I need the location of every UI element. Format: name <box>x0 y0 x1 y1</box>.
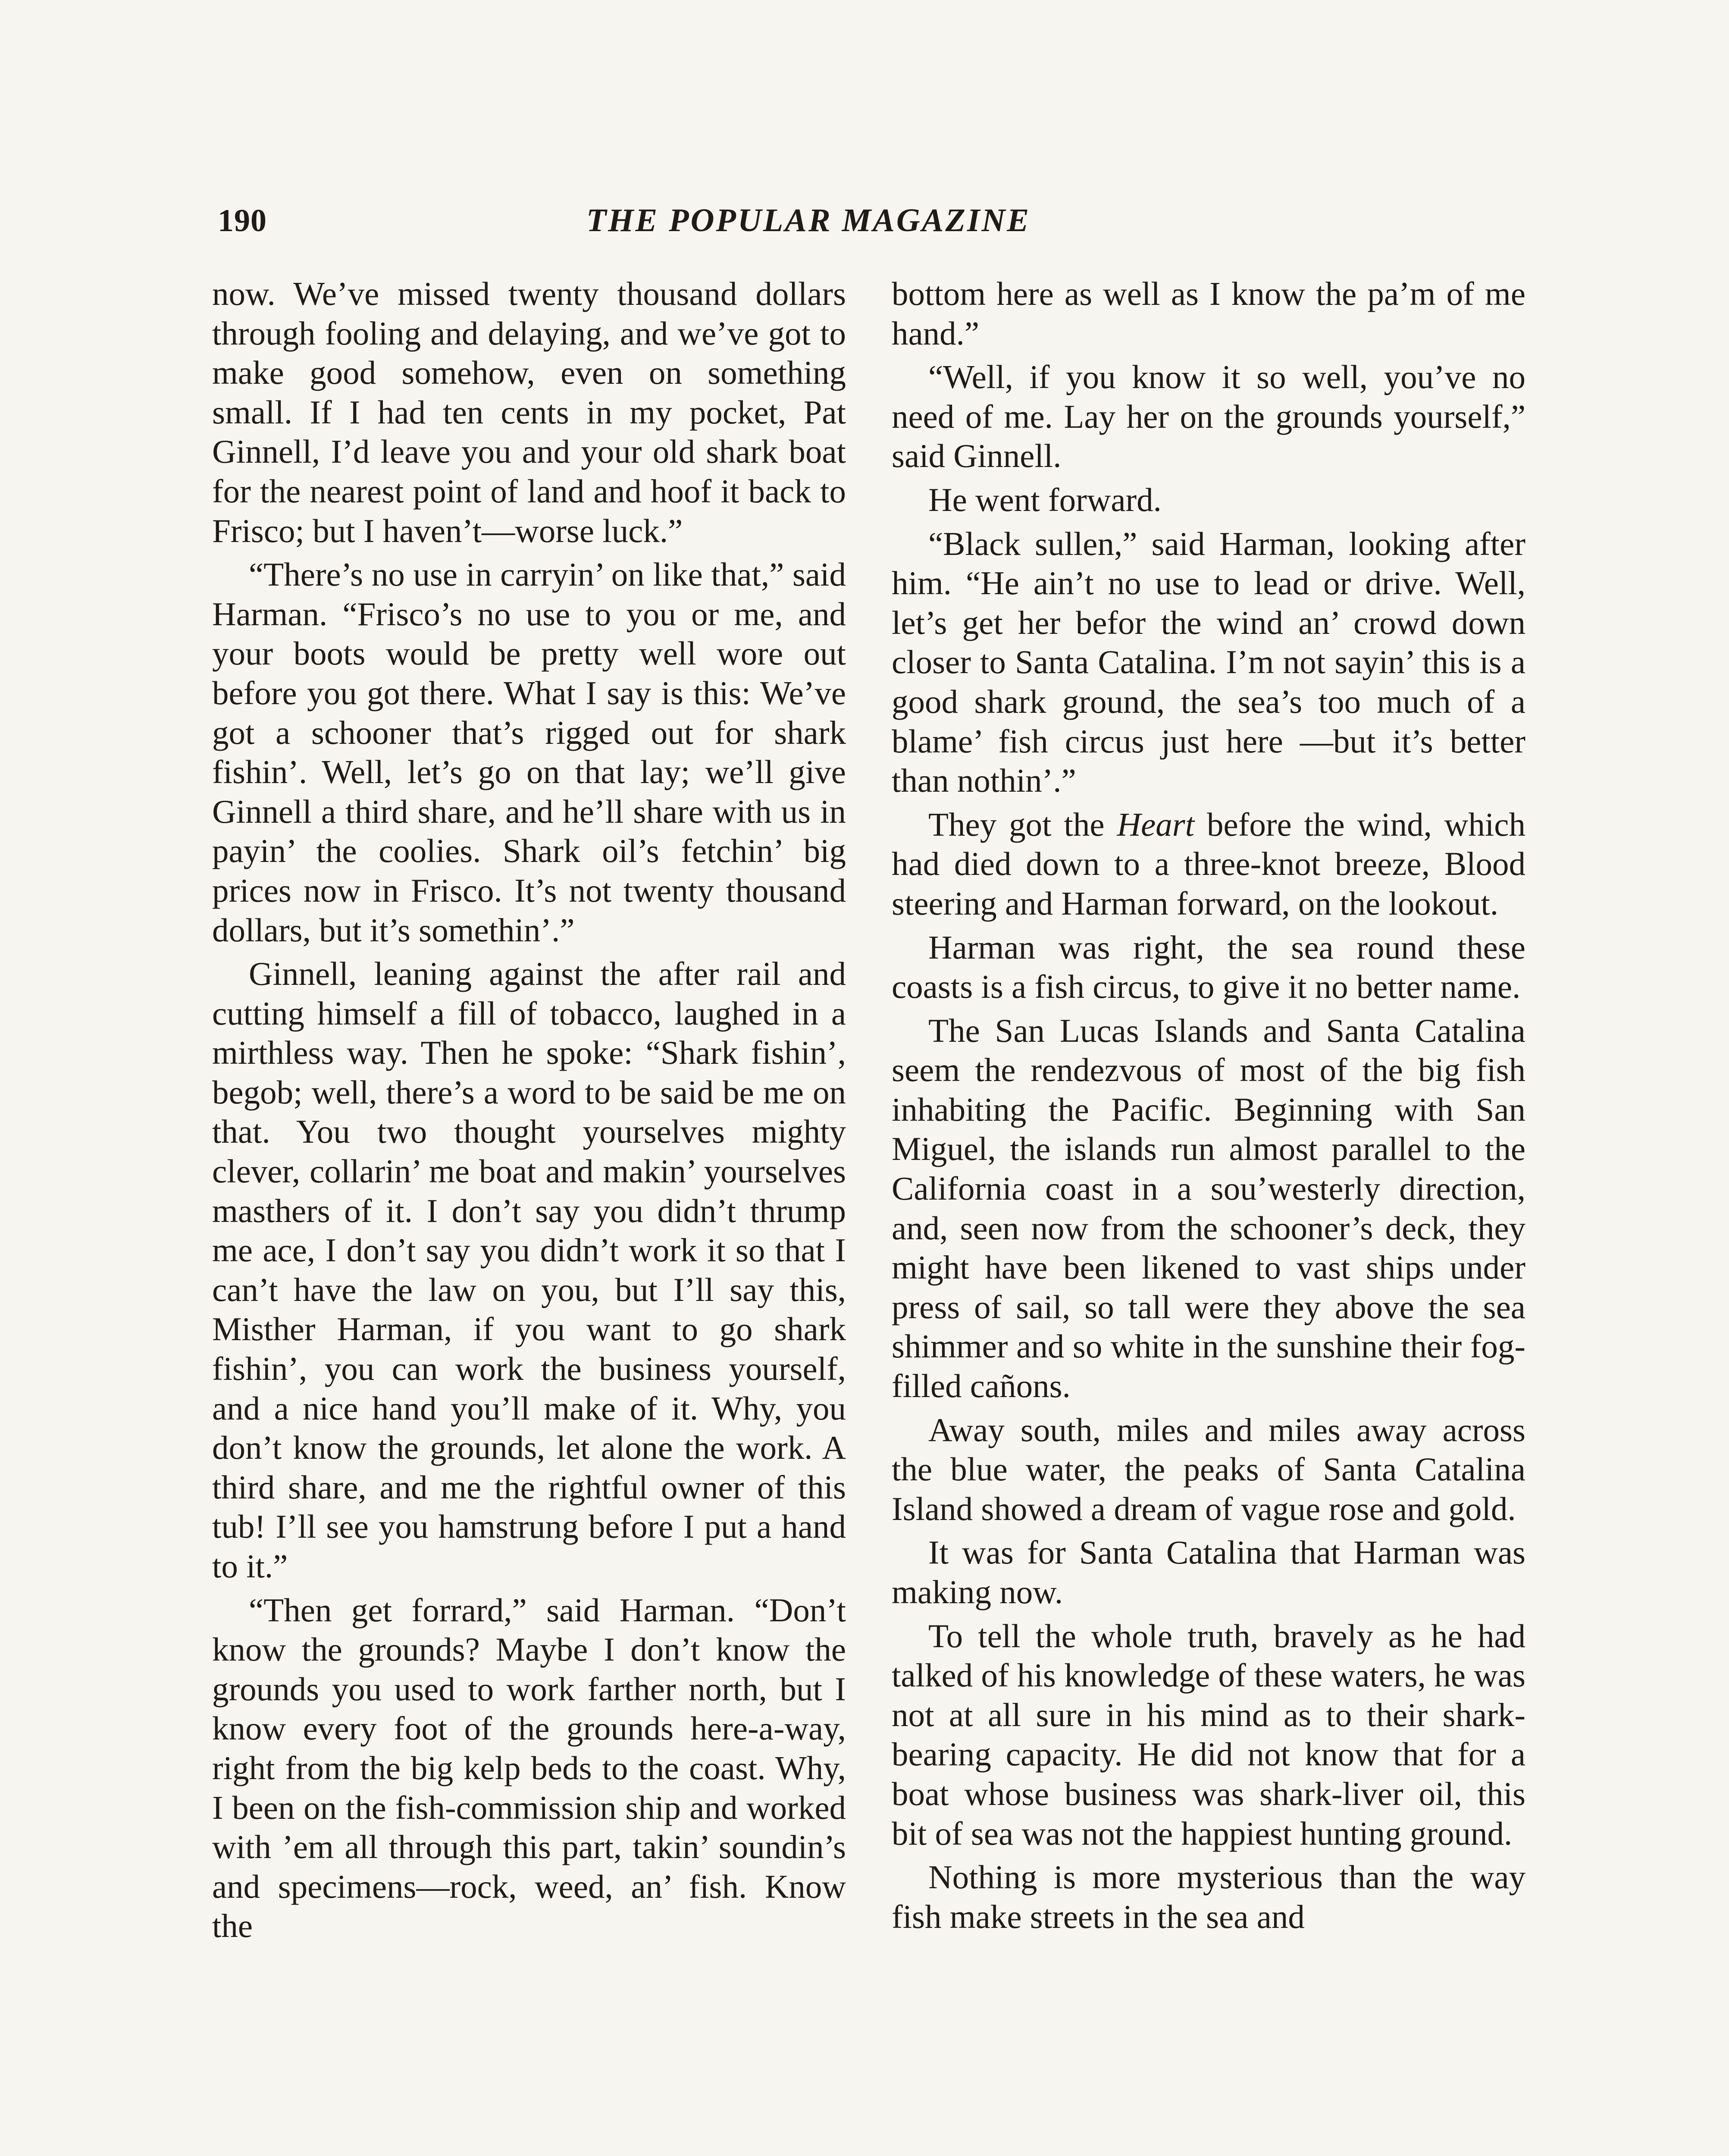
page-number: 190 <box>218 203 267 238</box>
paragraph: The San Lucas Islands and Santa Catalina seem the rendezvous of most of the big fish inhabiting the Pacific. Beginning with San Miguel, the islands run almost parallel to the California coast in a sou’westerly direction, and, seen now from the schooner’s deck, they might have been likened to vast ships under press of sail, so tall were they above the sea shimmer and so white in the sunshine their fog-filled cañons. <box>892 1012 1525 1405</box>
paragraph: Away south, miles and miles away across the blue water, the peaks of Santa Catalina Island showed a dream of vague rose and gold. <box>892 1411 1525 1527</box>
paragraph: To tell the whole truth, bravely as he had talked of his knowledge of these waters, he was not at all sure in his mind as to their shark-bearing capacity. He did not know that for a boat whose business was shark-liver oil, this bit of sea was not the happiest hunting ground. <box>892 1617 1525 1852</box>
running-head: THE POPULAR MAGAZINE <box>586 202 1031 238</box>
paragraph: now. We’ve missed twenty thousand dollars through fooling and delaying, and we’ve got to make good somehow, even on something small. If I had ten cents in my pocket, Pat Ginnell, I’d leave you and your old shark boat for the nearest point of land and hoof it back to Frisco; but I haven’t—worse luck.” <box>212 275 846 549</box>
paragraph: “Black sullen,” said Harman, looking after him. “He ain’t no use to lead or drive. Well, let’s get her befor the wind an’ crowd down closer to Santa Catalina. I’m not sayin’ this is a good shark ground, the sea’s too much of a blame’ fish circus just here —but it’s better than nothin’.” <box>892 525 1525 799</box>
paragraph: It was for Santa Catalina that Harman was making now. <box>892 1534 1525 1611</box>
paragraph: bottom here as well as I know the pa’m of me hand.” <box>892 275 1525 352</box>
paragraph: Ginnell, leaning against the after rail and cutting himself a fill of tobacco, laughed in a mirthless way. Then he spoke: “Shark fishin’, begob; well, there’s a word to be said be me on that. You two thought yourselves mighty clever, collarin’ me boat and makin’ yourselves masthers of it. I don’t say you didn’t thrump me ace, I don’t say you didn’t work it so that I can’t have the law on you, but I’ll say this, Misther Harman, if you want to go shark fishin’, you can work the business yourself, and a nice hand you’ll make of it. Why, you don’t know the grounds, let alone the work. A third share, and me the rightful owner of this tub! I’ll see you hamstrung before I put a hand to it.” <box>212 955 846 1585</box>
ship-name: Heart <box>1117 805 1195 843</box>
paragraph: “Then get forrard,” said Harman. “Don’t know the grounds? Maybe I don’t know the grounds you used to work farther north, but I know every foot of the grounds here-a-way, right from the big kelp beds to the coast. Why, I been on the fish-commission ship and worked with ’em all through this part, takin’ soundin’s and specimens—rock, weed, an’ fish. Know the <box>212 1591 846 1945</box>
left-column <box>212 274 846 1946</box>
paragraph: They got the Heart before the wind, which had died down to a three-knot breeze, Blood steering and Harman forward, on the lookout. <box>892 805 1525 922</box>
paragraph: Harman was right, the sea round these coasts is a fish circus, to give it no better name. <box>892 928 1525 1006</box>
paragraph: Nothing is more mysterious than the way fish make streets in the sea and <box>892 1858 1525 1935</box>
paragraph: He went forward. <box>928 481 1162 518</box>
paragraph: “There’s no use in carryin’ on like that,” said Harman. “Frisco’s no use to you or me, and your boots would be pretty well wore out before you got there. What I say is this: We’ve got a schooner that’s rigged out for shark fishin’. Well, let’s go on that lay; we’ll give Ginnell a third share, and he’ll share with us in payin’ the coolies. Shark oil’s fetchin’ big prices now in Frisco. It’s not twenty thousand dollars, but it’s somethin’.” <box>212 556 846 949</box>
right-column <box>892 274 1525 1937</box>
paragraph: “Well, if you know it so well, you’ve no need of me. Lay her on the grounds yourself,” said Ginnell. <box>892 358 1525 475</box>
